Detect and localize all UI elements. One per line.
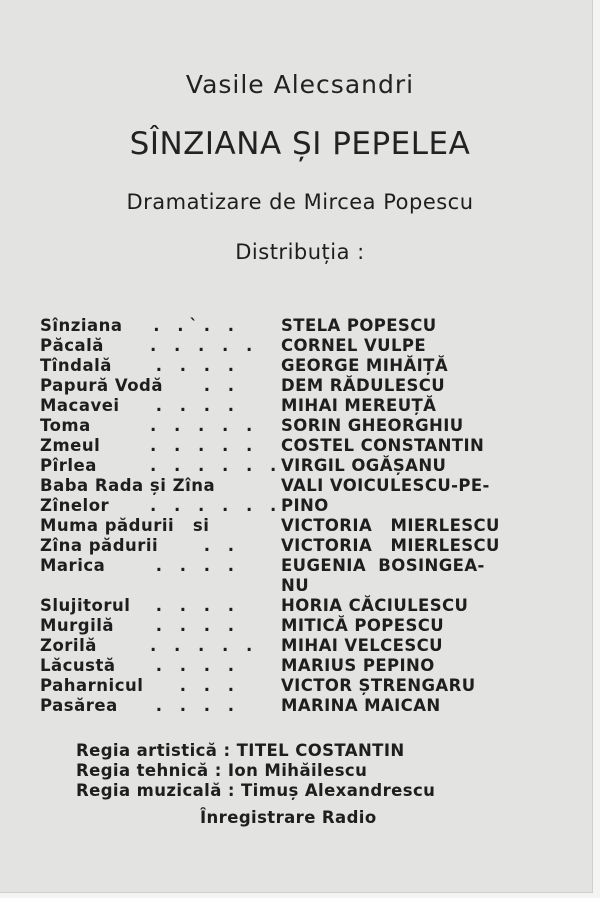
credit-musical-direction: Regia muzicală : Timuș Alexandrescu: [76, 781, 436, 800]
cast-role: Sînziana: [40, 316, 123, 335]
cast-dots: . . .: [179, 676, 240, 695]
cast-dots: . .: [203, 536, 240, 555]
cast-role: Zmeul: [40, 436, 101, 455]
cast-dots: . .: [203, 376, 240, 395]
cast-role: Pasărea: [40, 696, 118, 715]
cast-row: [40, 336, 560, 356]
cast-dots: . . . . .: [150, 336, 259, 355]
cast-heading: Distribuția :: [235, 240, 365, 264]
cast-row: [40, 576, 560, 596]
cast-role: Muma pădurii si: [40, 516, 210, 535]
credit-artistic-direction: Regia artistică : TITEL COSTANTIN: [76, 741, 405, 760]
cast-dots: . . . . .: [150, 436, 259, 455]
cast-row: [40, 616, 560, 636]
cast-role: Macavei: [40, 396, 120, 415]
cast-row: [40, 516, 560, 536]
cast-dots: . . . .: [155, 556, 240, 575]
cast-row: [40, 436, 560, 456]
cast-row: [40, 396, 560, 416]
cast-actor: DEM RĂDULESCU: [281, 376, 446, 395]
cast-dots: . . . .: [155, 596, 240, 615]
radio-recording-note: Înregistrare Radio: [200, 808, 377, 827]
cast-dots: . . . .: [155, 616, 240, 635]
cast-actor: PINO: [281, 496, 329, 515]
credit-technical-direction: Regia tehnică : Ion Mihăilescu: [76, 761, 368, 780]
cast-actor: GEORGE MIHĂIȚĂ: [281, 356, 449, 375]
cast-row: [40, 596, 560, 616]
cast-role: Baba Rada și Zîna: [40, 476, 216, 495]
play-title: SÎNZIANA ȘI PEPELEA: [129, 126, 471, 162]
cast-dots: . . . .: [155, 396, 240, 415]
cast-actor: MARIUS PEPINO: [281, 656, 435, 675]
cast-dots: . . . . . .: [150, 496, 283, 515]
cast-row: [40, 556, 560, 576]
cast-role: Toma: [40, 416, 91, 435]
cast-actor: VICTOR ȘTRENGARU: [281, 676, 476, 695]
cast-row: [40, 376, 560, 396]
cast-actor: VICTORIA MIERLESCU: [281, 536, 500, 555]
cast-role: Slujitorul: [40, 596, 131, 615]
cast-actor: VALI VOICULESCU-PE-: [281, 476, 490, 495]
cast-actor: VICTORIA MIERLESCU: [281, 516, 500, 535]
cast-list: [40, 316, 560, 716]
cast-role: Lăcustă: [40, 656, 116, 675]
cast-row: [40, 476, 560, 496]
cast-actor: EUGENIA BOSINGEA-: [281, 556, 485, 575]
cast-role: Zorilă: [40, 636, 97, 655]
cast-actor: VIRGIL OGĂȘANU: [281, 456, 447, 475]
cast-row: [40, 656, 560, 676]
cast-actor: SORIN GHEORGHIU: [281, 416, 464, 435]
cast-row: [40, 676, 560, 696]
cast-dots: . . . . . .: [150, 456, 283, 475]
cast-dots: . . . . .: [150, 416, 259, 435]
cast-actor: MITICĂ POPESCU: [281, 616, 445, 635]
cast-actor: COSTEL CONSTANTIN: [281, 436, 485, 455]
cast-role: Marica: [40, 556, 106, 575]
cast-dots: . . . .: [155, 696, 240, 715]
cast-row: [40, 496, 560, 516]
cast-actor: HORIA CĂCIULESCU: [281, 596, 469, 615]
cast-role: Paharnicul: [40, 676, 144, 695]
cast-row: [40, 416, 560, 436]
cast-role: Tîndală: [40, 356, 112, 375]
cast-role: Papură Vodă: [40, 376, 164, 395]
dramatization-credit: Dramatizare de Mircea Popescu: [126, 190, 474, 214]
author-name: Vasile Alecsandri: [185, 70, 415, 99]
cast-row: [40, 316, 560, 336]
cast-actor: NU: [281, 576, 310, 595]
credits: [76, 741, 435, 801]
cast-row: [40, 696, 560, 716]
cast-role: Păcală: [40, 336, 104, 355]
cast-actor: MIHAI VELCESCU: [281, 636, 443, 655]
cast-actor: MIHAI MEREUȚĂ: [281, 396, 437, 415]
cast-dots: . . . .: [155, 656, 240, 675]
cast-actor: CORNEL VULPE: [281, 336, 427, 355]
cast-dots: . . . .: [155, 356, 240, 375]
cast-row: [40, 356, 560, 376]
cast-role: Pîrlea: [40, 456, 97, 475]
cast-role: Zînelor: [40, 496, 110, 515]
cast-row: [40, 536, 560, 556]
cast-dots: . . . . .: [150, 636, 259, 655]
cast-role: Zîna pădurii: [40, 536, 159, 555]
cast-row: [40, 456, 560, 476]
cast-role: Murgilă: [40, 616, 115, 635]
cast-actor: STELA POPESCU: [281, 316, 437, 335]
cast-row: [40, 636, 560, 656]
cast-dots: . .`. .: [153, 316, 240, 335]
cast-actor: MARINA MAICAN: [281, 696, 441, 715]
